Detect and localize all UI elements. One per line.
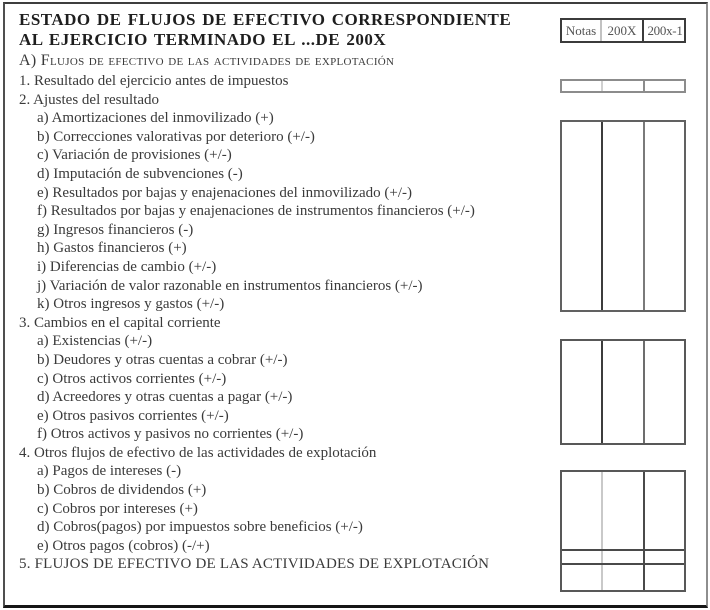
entry-box-section-4-5	[560, 470, 686, 592]
line-item-3e: e) Otros pasivos corrientes (+/-)	[37, 407, 229, 424]
grid-line	[601, 81, 603, 91]
line-item-2f: f) Resultados por bajas y enajenaciones de instrumentos financieros (+/-)	[37, 203, 475, 220]
line-item-3: 3. Cambios en el capital corriente	[19, 314, 221, 331]
entry-box-item-1	[560, 79, 686, 93]
line-item-1: 1. Resultado del ejercicio antes de impuestos	[19, 73, 289, 89]
header-cell-notas: Notas	[562, 20, 602, 41]
line-item-5: 5. FLUJOS DE EFECTIVO DE LAS ACTIVIDADES DE EXPLOTACIÓN	[19, 556, 490, 573]
grid-line	[601, 122, 603, 310]
line-item-4c: c) Cobros por intereses (+)	[37, 500, 198, 517]
line-item-3b: b) Deudores y otras cuentas a cobrar (+/-)	[37, 351, 288, 368]
entry-box-section-2	[560, 120, 686, 312]
header-cell-200x-1: 200x-1	[647, 22, 683, 38]
columns-header-box	[560, 18, 686, 43]
document-title	[19, 10, 511, 49]
line-item-2e: e) Resultados por bajas y enajenaciones del inmovilizado (+/-)	[37, 184, 413, 201]
line-item-2a: a) Amortizaciones del inmovilizado (+)	[37, 110, 274, 127]
line-item-2i: i) Diferencias de cambio (+/-)	[37, 258, 217, 275]
section-a-heading: A) Flujos de efectivo de las actividades de explotación	[19, 52, 395, 69]
grid-line	[601, 341, 603, 443]
grid-line	[601, 472, 603, 590]
title-line-2: AL EJERCICIO TERMINADO EL ...DE 200X	[19, 29, 387, 49]
line-item-4b: b) Cobros de dividendos (+)	[37, 482, 207, 499]
line-item-2b: b) Correcciones valorativas por deterioro (+/-)	[37, 128, 315, 145]
line-item-2j: j) Variación de valor razonable en instrumentos financieros (+/-)	[37, 277, 423, 294]
line-item-4a: a) Pagos de intereses (-)	[37, 463, 182, 480]
grid-line	[643, 122, 645, 310]
title-line-1: ESTADO DE FLUJOS DE EFECTIVO CORRESPONDIENTE	[19, 10, 512, 29]
line-item-2d: d) Imputación de subvenciones (-)	[37, 165, 243, 182]
line-item-2k: k) Otros ingresos y gastos (+/-)	[37, 296, 225, 313]
line-item-4e: e) Otros pagos (cobros) (-/+)	[37, 537, 210, 554]
line-item-2c: c) Variación de provisiones (+/-)	[37, 147, 232, 164]
grid-line	[643, 472, 645, 590]
line-item-2g: g) Ingresos financieros (-)	[37, 221, 194, 238]
line-item-4: 4. Otros flujos de efectivo de las actividades de explotación	[19, 444, 377, 461]
line-item-3d: d) Acreedores y otras cuentas a pagar (+/-)	[37, 389, 293, 406]
line-item-4d: d) Cobros(pagos) por impuestos sobre beneficios (+/-)	[37, 519, 363, 536]
line-item-2h: h) Gastos financieros (+)	[37, 240, 187, 257]
line-item-2: 2. Ajustes del resultado	[19, 91, 159, 108]
grid-line	[562, 563, 684, 565]
entry-box-section-3	[560, 339, 686, 445]
line-item-3f: f) Otros activos y pasivos no corrientes (+/-)	[37, 426, 304, 443]
header-cell-200x: 200X	[602, 20, 644, 41]
grid-line	[562, 549, 684, 551]
grid-line	[643, 341, 645, 443]
line-item-3a: a) Existencias (+/-)	[37, 333, 153, 350]
grid-line	[643, 81, 645, 91]
line-item-3c: c) Otros activos corrientes (+/-)	[37, 370, 227, 387]
line-items	[19, 72, 489, 574]
